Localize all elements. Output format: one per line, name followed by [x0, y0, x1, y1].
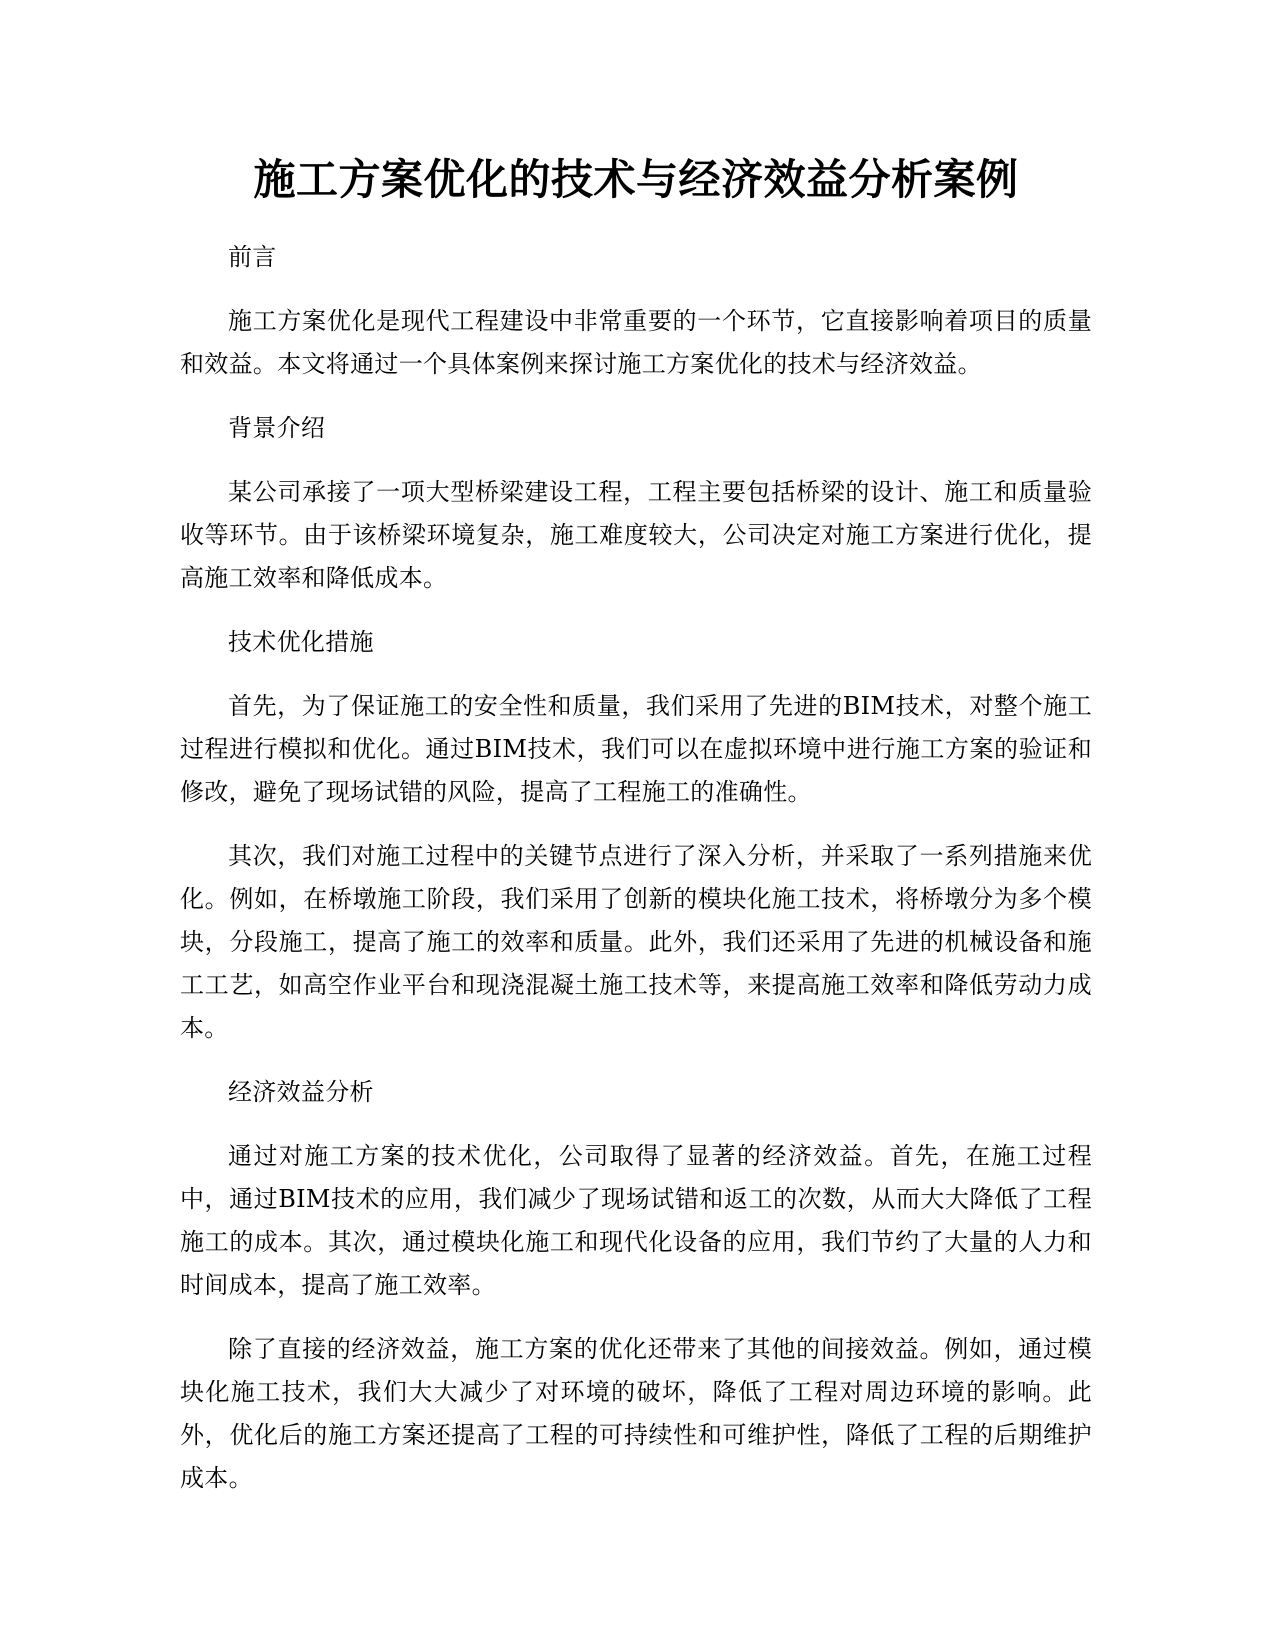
document-title: 施工方案优化的技术与经济效益分析案例: [253, 155, 1019, 204]
paragraph-preface: 施工方案优化是现代工程建设中非常重要的一个环节，它直接影响着项目的质量和效益。本文将通过一个具体案例来探讨施工方案优化的技术与经济效益。: [180, 307, 1092, 378]
section-heading-background: 背景介绍: [228, 414, 326, 442]
section-heading-technical-measures: 技术优化措施: [228, 628, 374, 656]
paragraph-indirect-benefits: 除了直接的经济效益，施工方案的优化还带来了其他的间接效益。例如，通过模块化施工技术，我们大大减少了对环境的破坏，降低了工程对周边环境的影响。此外，优化后的施工方案还提高了工程的可持续性和可维护性，降低了工程的后期维护成本。: [180, 1335, 1092, 1492]
document-page: [180, 0, 1092, 1650]
paragraph-bim-technology: 首先，为了保证施工的安全性和质量，我们采用了先进的BIM技术，对整个施工过程进行模拟和优化。通过BIM技术，我们可以在虚拟环境中进行施工方案的验证和修改，避免了现场试错的风险，提高了工程施工的准确性。: [180, 692, 1092, 806]
document-body: [180, 236, 1092, 1500]
section-heading-economic-analysis: 经济效益分析: [228, 1078, 374, 1106]
section-heading-preface: 前言: [228, 243, 277, 271]
paragraph-background: 某公司承接了一项大型桥梁建设工程，工程主要包括桥梁的设计、施工和质量验收等环节。由于该桥梁环境复杂，施工难度较大，公司决定对施工方案进行优化，提高施工效率和降低成本。: [180, 478, 1092, 592]
paragraph-direct-benefits: 通过对施工方案的技术优化，公司取得了显著的经济效益。首先，在施工过程中，通过BIM技术的应用，我们减少了现场试错和返工的次数，从而大大降低了工程施工的成本。其次，通过模块化施工和现代化设备的应用，我们节约了大量的人力和时间成本，提高了施工效率。: [180, 1142, 1092, 1299]
paragraph-key-nodes: 其次，我们对施工过程中的关键节点进行了深入分析，并采取了一系列措施来优化。例如，在桥墩施工阶段，我们采用了创新的模块化施工技术，将桥墩分为多个模块，分段施工，提高了施工的效率和质量。此外，我们还采用了先进的机械设备和施工工艺，如高空作业平台和现浇混凝土施工技术等，来提高施工效率和降低劳动力成本。: [180, 842, 1092, 1042]
